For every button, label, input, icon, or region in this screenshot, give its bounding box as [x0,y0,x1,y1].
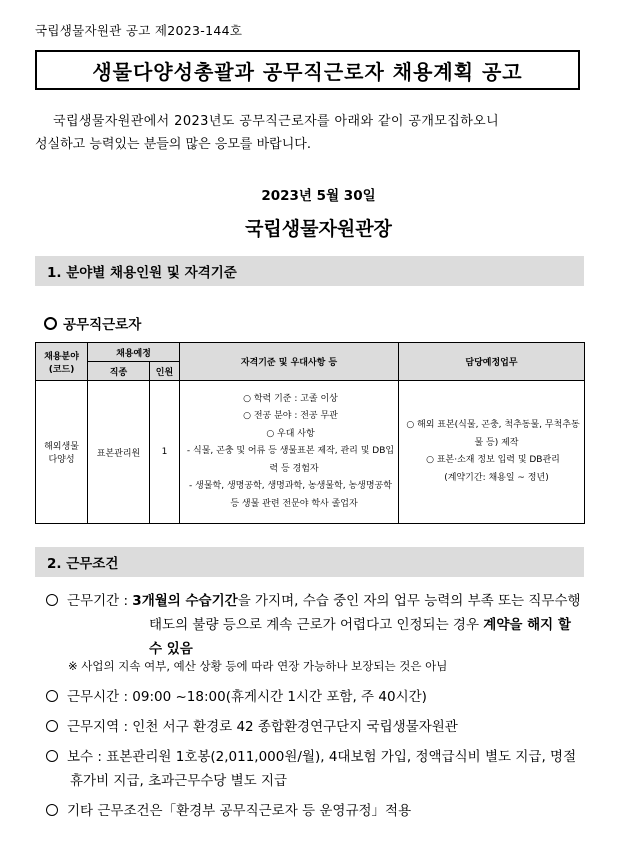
header-duty: 담당예정업무 [399,343,585,381]
subheading-public-workers [44,313,141,333]
extension-note: ※ 사업의 지속 여부, 예산 상황 등에 따라 연장 가능하나 보장되는 것은 아님 [68,659,448,673]
cell-duties [399,381,585,524]
cell-field [36,381,88,524]
subheading-label: 공무직근로자 [63,317,142,333]
header-field-code: (코드) [48,364,75,375]
qualification-item: - 식물, 곤충 및 어류 등 생물표본 제작, 관리 및 DB입력 등 경험자 [186,446,395,474]
condition-pay [46,745,586,793]
announcement-date: 2023년 5월 30일 [261,188,376,204]
cell-field-line-2: 다양성 [48,455,75,465]
cell-count: 1 [150,381,180,524]
pay-text: 보수 : 표본관리원 1호봉(2,011,000원/월), 4대보험 가입, 정액급식비 별도 지급, 명절휴가비 지급, 초과근무수당 별도 지급 [67,749,577,789]
intro-paragraph [35,110,585,156]
qualification-item: ○ 전공 분야 : 전공 무관 [243,411,338,422]
header-field [36,343,88,381]
period-termination: 계약을 해지 할 수 있음 [149,617,571,657]
period-text: 을 가지며, 수습 중인 자의 업무 능력의 부족 또는 직무수행태도의 불량 등으로 계속 근로가 어렵다고 인정되는 경우 [149,593,581,633]
header-job: 직종 [88,362,150,381]
qualification-item: ○ 우대 사항 [266,428,315,439]
circle-bullet-icon [46,750,58,762]
cell-qualifications [180,381,399,524]
header-field-label: 채용분야 [44,351,79,362]
period-probation: 3개월의 수습기간 [132,593,238,609]
duty-item: ○ 해외 표본(식물, 곤충, 척추동물, 무척추동물 등) 제작 [406,420,580,448]
condition-other [46,799,586,823]
location-text: 근무지역 : 인천 서구 환경로 42 종합환경연구단지 국립생물자원관 [67,719,458,735]
intro-line-1: 국립생물자원관에서 2023년도 공무직근로자를 아래와 같이 공개모집하오니 [53,114,500,129]
circle-bullet-icon [46,720,58,732]
header-qualification: 자격기준 및 우대사항 등 [180,343,399,381]
circle-bullet-icon [46,804,58,816]
section-1-heading: 1. 분야별 채용인원 및 자격기준 [35,256,584,286]
document-number: 국립생물자원관 공고 제2023-144호 [35,23,243,38]
cell-job: 표본관리원 [88,381,150,524]
qualification-item: - 생물학, 생명공학, 생명과학, 농생물학, 농생명공학 등 생물 관련 전문야 학사 졸업자 [189,481,392,509]
circle-bullet-icon [46,690,58,702]
period-label: 근무기간 : [67,593,133,609]
hours-text: 근무시간 : 09:00 ~18:00(휴게시간 1시간 포함, 주 40시간) [67,689,427,705]
recruitment-table [35,342,585,524]
condition-period [46,589,586,661]
intro-line-2: 성실하고 능력있는 분들의 많은 응모를 바랍니다. [35,137,311,152]
header-plan: 채용예정 [88,343,180,362]
cell-field-line-1: 해외생물 [44,442,79,452]
condition-hours [46,685,586,709]
header-count: 인원 [150,362,180,381]
ring-bullet-icon [44,317,57,330]
qualification-item: ○ 학력 기준 : 고졸 이상 [243,393,338,404]
other-text: 기타 근무조건은「환경부 공무직근로자 등 운영규정」적용 [67,803,412,819]
duty-contract-period: (계약기간: 채용일 ~ 정년) [444,472,549,483]
agency-name: 국립생물자원관장 [245,218,392,240]
condition-location [46,715,586,739]
circle-bullet-icon [46,594,58,606]
duty-item: ○ 표본·소재 정보 입력 및 DB관리 [426,455,560,465]
section-2-heading: 2. 근무조건 [35,547,584,577]
document-title: 생물다양성총괄과 공무직근로자 채용계획 공고 [35,50,580,90]
